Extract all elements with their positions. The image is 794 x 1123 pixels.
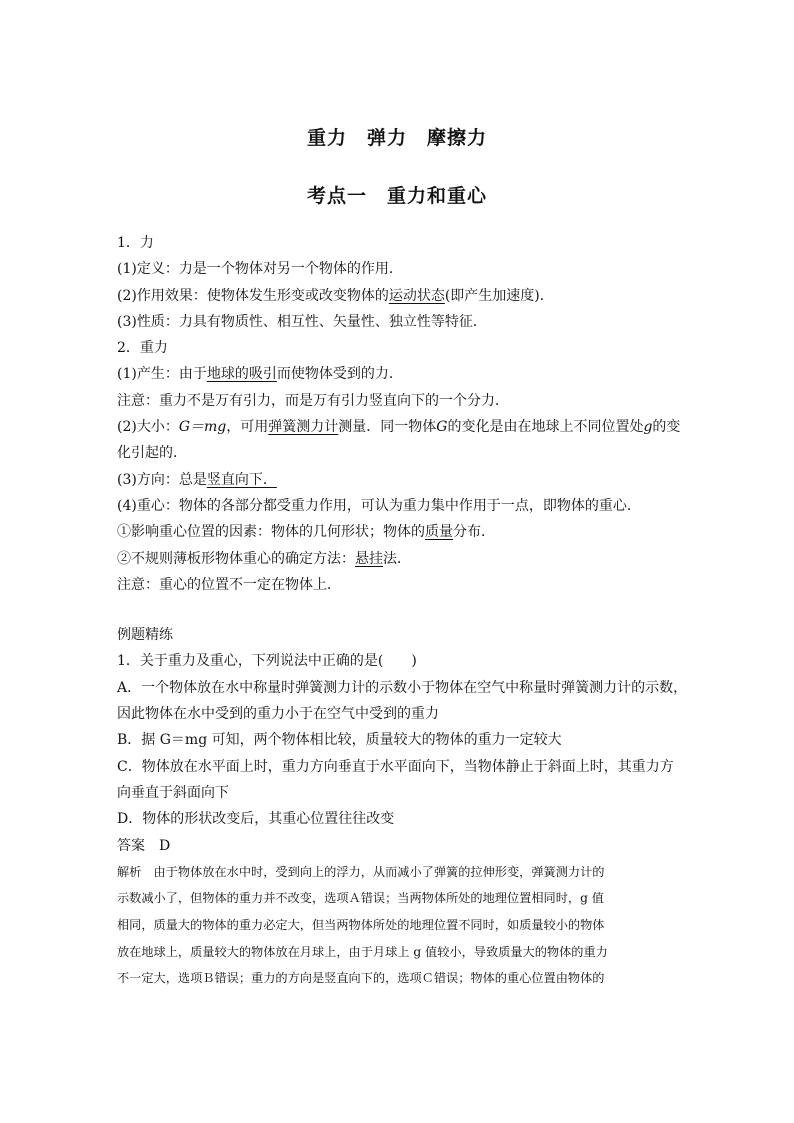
item-heading-force: 1．力 xyxy=(117,235,154,251)
solution-line: 解析 由于物体放在水中时，受到向上的浮力，从而减小了弹簧的拉伸形变，弹簧测力计的 xyxy=(117,864,605,879)
solution-line: 相同，质量大的物体的重力必定大，但当两物体所处的地理位置不同时，如质量较小的物体 xyxy=(117,918,605,933)
item-heading-gravity: 2．重力 xyxy=(117,340,168,357)
text-line: ①影响重心位置的因素：物体的几何形状；物体的质量分布． xyxy=(117,524,495,541)
option-c: C．物体放在水平面上时，重力方向垂直于水平面向下，当物体静止于斜面上时，其重力方 xyxy=(117,758,674,775)
solution-line: 示数减小了，但物体的重力并不改变，选项Ａ错误；当两物体所处的地理位置相同时，g 值 xyxy=(117,891,604,906)
underlined-term: 竖直向下． xyxy=(206,471,277,488)
text-line: (3)性质：力具有物质性、相互性、矢量性、独立性等特征． xyxy=(117,313,487,330)
solution-line: 放在地球上，质量较大的物体放在月球上，由于月球上 g 值较小，导致质量大的物体的重力 xyxy=(117,944,608,959)
formula: G＝mg xyxy=(178,419,227,436)
underlined-term: 质量 xyxy=(425,524,453,541)
underlined-term: 运动状态 xyxy=(388,287,445,304)
underlined-term: 地球的吸引 xyxy=(206,366,277,383)
underlined-term: 弹簧测力计 xyxy=(268,419,339,436)
underlined-term: 悬挂 xyxy=(355,550,383,567)
option-a: A．一个物体放在水中称量时弹簧测力计的示数小于物体在空气中称量时弹簧测力计的示数， xyxy=(117,679,688,696)
text-line: (1)定义：力是一个物体对另一个物体的作用． xyxy=(117,261,403,278)
content-body xyxy=(117,230,688,992)
text-line: (2)作用效果：使物体发生形变或改变物体的运动状态(即产生加速度)． xyxy=(117,287,554,304)
section-heading: 考点一 重力和重心 xyxy=(306,185,487,207)
example-heading: 例题精练 xyxy=(117,627,173,644)
option-d: D．物体的形状改变后，其重心位置往往改变 xyxy=(117,811,395,828)
text-line: 化引起的． xyxy=(117,445,187,462)
text-line: (1)产生：由于地球的吸引而使物体受到的力． xyxy=(117,366,403,383)
solution-line: 不一定大，选项Ｂ错误；重力的方向是竖直向下的，选项Ｃ错误；物体的重心位置由物体的 xyxy=(117,971,605,986)
document-title: 重力 弹力 摩擦力 xyxy=(306,127,487,149)
question-stem: 1．关于重力及重心，下列说法中正确的是( ) xyxy=(117,653,417,670)
text-line: ②不规则薄板形物体重心的确定方法：悬挂法． xyxy=(117,550,411,567)
option-b: B．据 G＝mg 可知，两个物体相比较，质量较大的物体的重力一定较大 xyxy=(117,732,562,749)
option-c-cont: 向垂直于斜面向下 xyxy=(117,784,229,801)
text-line: (3)方向：总是竖直向下． xyxy=(117,471,277,488)
note-line: 注意：重力不是万有引力，而是万有引力竖直向下的一个分力． xyxy=(117,392,509,409)
answer-line: 答案 D xyxy=(117,837,171,854)
option-a-cont: 因此物体在水中受到的重力小于在空气中受到的重力 xyxy=(117,706,439,723)
text-line: (4)重心：物体的各部分都受重力作用，可认为重力集中作用于一点，即物体的重心． xyxy=(117,497,641,514)
note-line: 注意：重心的位置不一定在物体上． xyxy=(117,576,341,593)
text-line: (2)大小：G＝mg，可用弹簧测力计测量．同一物体G的变化是由在地球上不同位置处g的变 xyxy=(117,419,681,436)
